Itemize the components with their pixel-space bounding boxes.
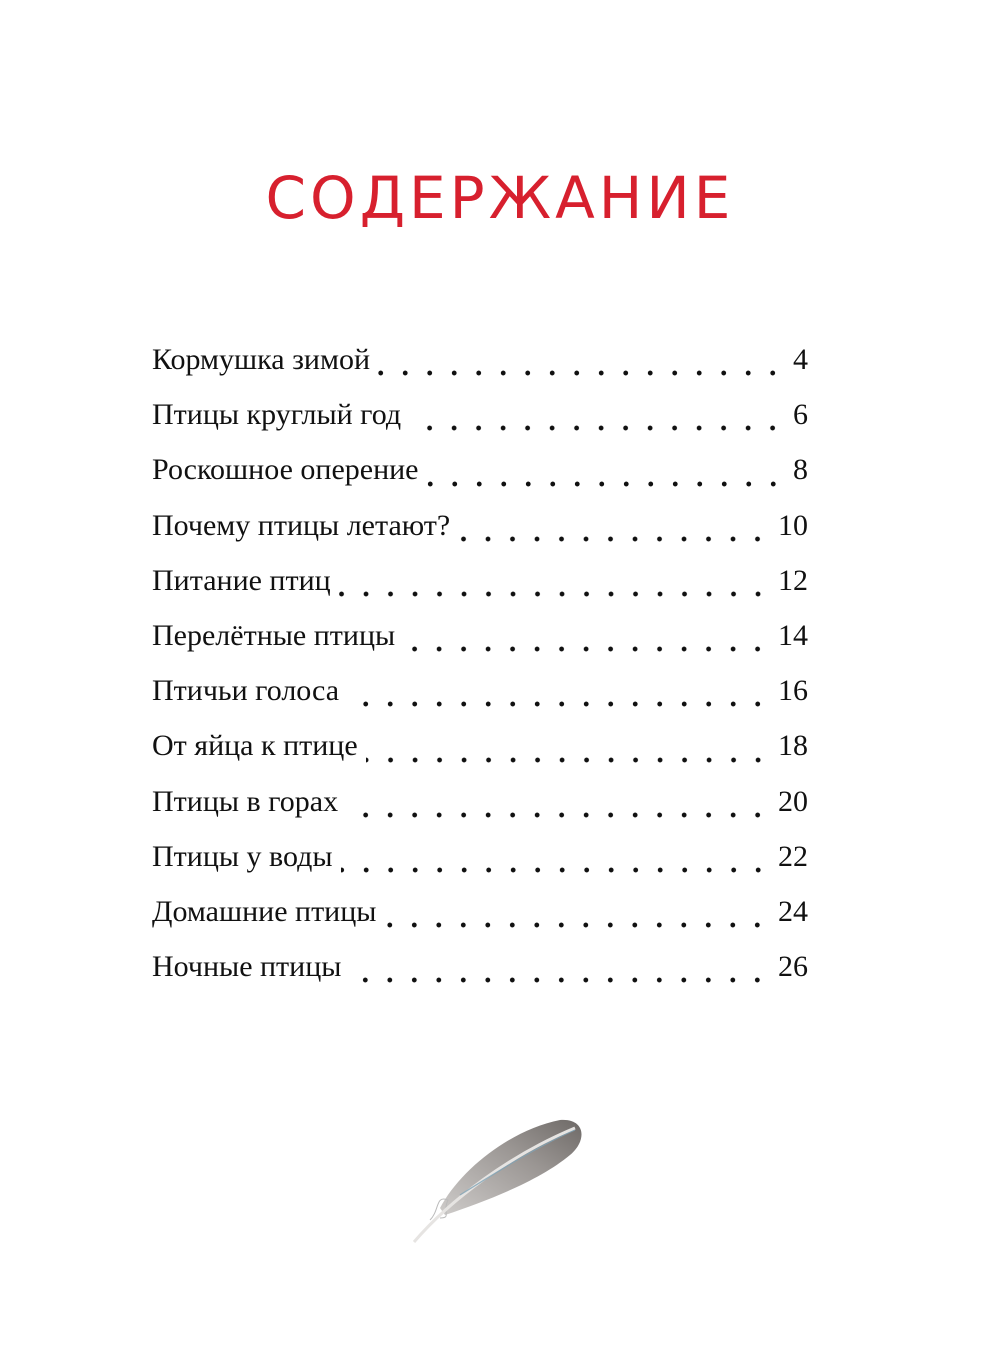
toc-entry[interactable] [152,674,808,729]
toc-entry-page: 18 [778,729,808,763]
toc-entry-label: Почему птицы летают? [152,508,451,542]
toc-entry[interactable] [152,453,808,508]
toc-entry-label: Птицы круглый год [152,398,402,432]
toc-entry-page: 22 [778,839,808,873]
dot-leader [346,812,770,818]
feather-illustration [400,1100,600,1260]
toc-entry-page: 12 [778,563,808,597]
toc-entry-label: Домашние птицы [152,894,377,928]
dot-leader [347,701,770,707]
toc-entry-label: Питание птиц [152,563,331,597]
toc-entry[interactable] [152,564,808,619]
toc-entry[interactable] [152,619,808,674]
toc-entry[interactable] [152,343,808,398]
toc-entry-label: Птичьи голоса [152,674,340,708]
toc-entry[interactable] [152,895,808,950]
toc-entry-page: 24 [778,894,808,928]
dot-leader [409,425,785,431]
toc-entry-label: Птицы в горах [152,784,339,818]
dot-leader [366,757,770,763]
dot-leader [458,536,770,542]
page-title: СОДЕРЖАНИЕ [265,164,735,232]
toc-entry-page: 6 [793,398,808,432]
dot-leader [384,922,770,928]
toc-entry[interactable] [152,729,808,784]
toc-entry-page: 10 [778,508,808,542]
toc-entry-page: 4 [793,343,808,376]
toc-entry-page: 20 [778,784,808,818]
toc-entry[interactable] [152,785,808,840]
toc-entry-page: 26 [778,950,808,984]
toc-entry-page: 16 [778,674,808,708]
table-of-contents [152,343,808,1005]
toc-entry-label: От яйца к птице [152,729,358,763]
toc-entry-label: Ночные птицы [152,950,342,984]
toc-entry-page: 14 [778,618,808,652]
toc-entry[interactable] [152,840,808,895]
toc-entry-label: Роскошное оперение [152,453,419,487]
toc-entry-label: Перелётные птицы [152,618,396,652]
dot-leader [341,867,770,873]
dot-leader [427,481,786,487]
dot-leader [403,646,770,652]
toc-entry-page: 8 [793,453,808,487]
dot-leader [339,591,770,597]
toc-entry[interactable] [152,509,808,564]
dot-leader [349,977,770,983]
toc-entry-label: Птицы у воды [152,839,333,873]
dot-leader [378,370,785,376]
toc-entry[interactable] [152,950,808,1005]
toc-entry-label: Кормушка зимой [152,343,371,376]
toc-entry[interactable] [152,398,808,453]
